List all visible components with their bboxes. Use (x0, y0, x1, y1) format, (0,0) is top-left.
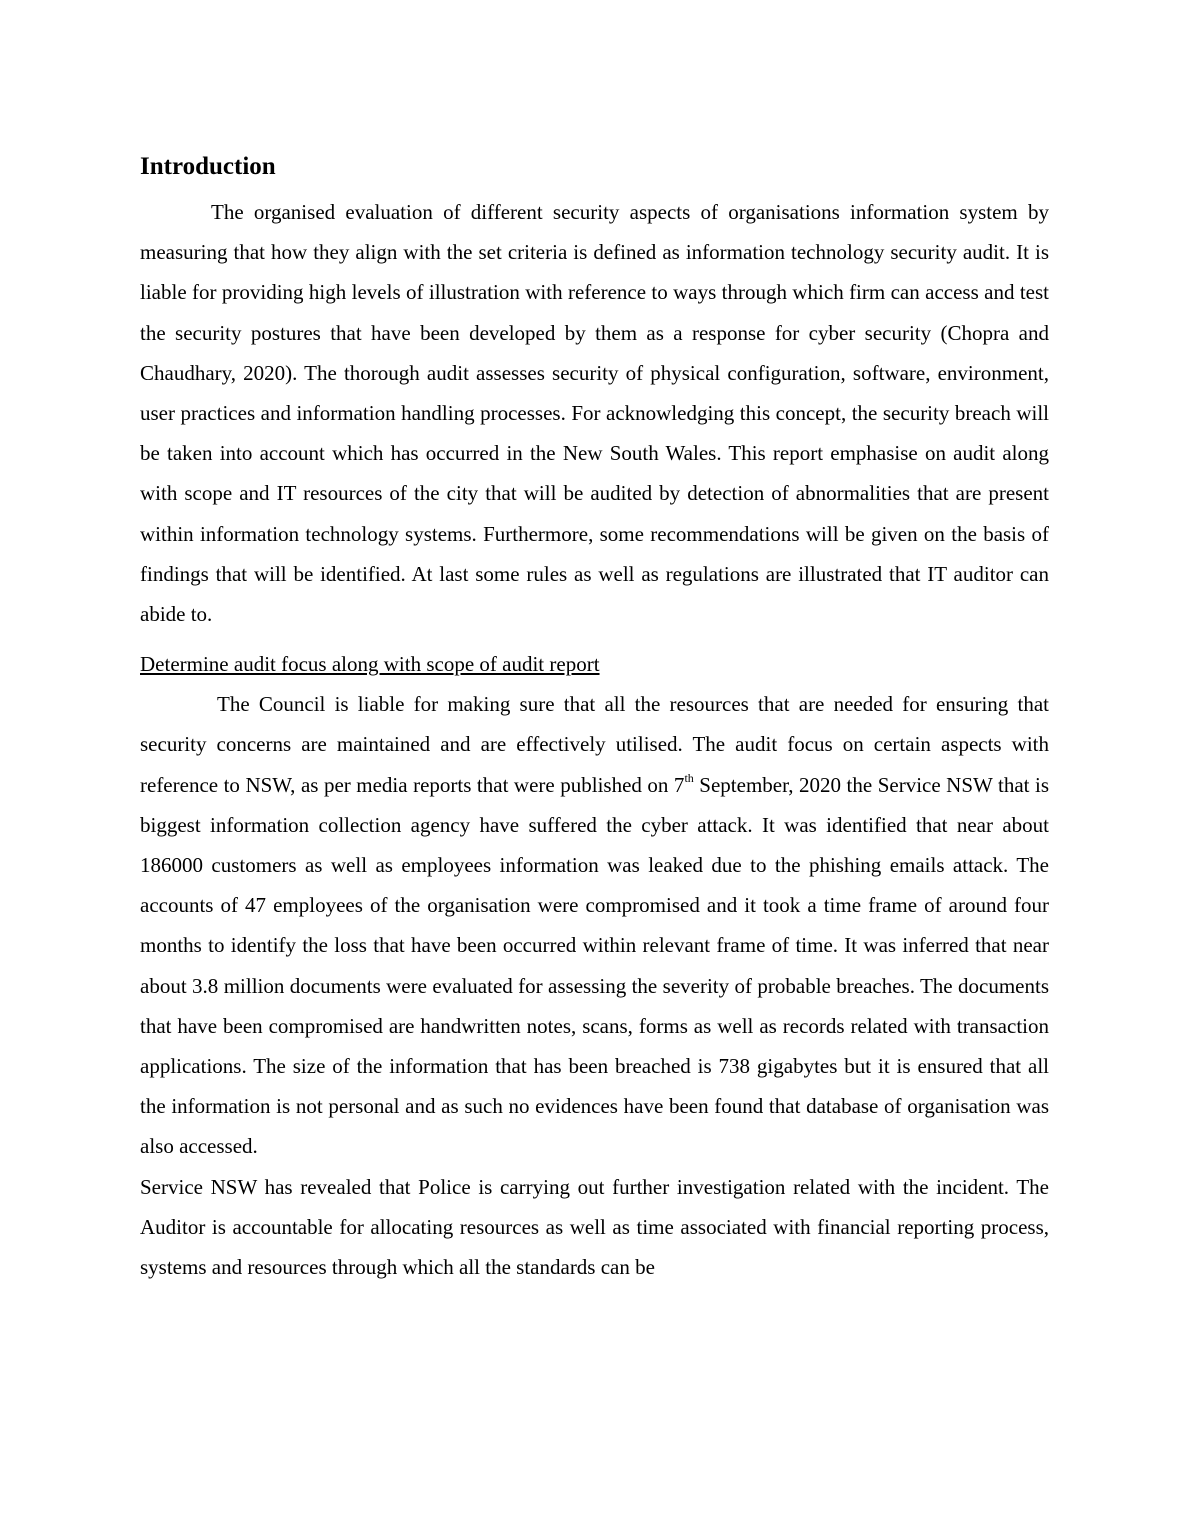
introduction-heading: Introduction (140, 153, 276, 180)
audit-focus-paragraph-text-end: September, 2020 the Service NSW that is biggest information collection agency have suffered the cyber attack. It was identified that near about 186000 customers as well as employees information was leaked due to the phishing emails attack. The accounts of 47 employees of the organisation were compromised and it took a time frame of around four months to identify the loss that have been occurred within relevant frame of time. It was inferred that near about 3.8 million documents were evaluated for assessing the severity of probable breaches. The documents that have been compromised are handwritten notes, scans, forms as well as records related with transaction applications. The size of the information that has been breached is 738 gigabytes but it is ensured that all the information is not personal and as such no evidences have been found that database of organisation was also accessed. (140, 772, 1049, 1159)
audit-focus-section-heading: Determine audit focus along with scope of audit report (140, 652, 600, 677)
introduction-paragraph: The organised evaluation of different security aspects of organisations information system by measuring that how they align with the set criteria is defined as information technology security audit. It is liable for providing high levels of illustration with reference to ways through which firm can access and test the security postures that have been developed by them as a response for cyber security (Chopra and Chaudhary, 2020). The thorough audit assesses security of physical configuration, software, environment, user practices and information handling processes. For acknowledging this concept, the security breach will be taken into account which has occurred in the New South Wales. This report emphasise on audit along with scope and IT resources of the city that will be audited by detection of abnormalities that are present within information technology systems. Furthermore, some recommendations will be given on the basis of findings that will be identified. At last some rules as well as regulations are illustrated that IT auditor can abide to. (140, 200, 1049, 627)
ordinal-superscript: th (684, 770, 694, 785)
audit-focus-paragraph (140, 684, 1049, 1166)
service-nsw-paragraph: Service NSW has revealed that Police is carrying out further investigation related with the incident. The Auditor is accountable for allocating resources as well as time associated with financial reporting process, systems and resources through which all the standards can be (140, 1174, 1049, 1280)
document-body (140, 148, 1049, 1287)
audit-focus-paragraph-text-start: The Council is liable for making sure that all the resources that are needed for ensuring that security concerns are maintained and are effectively utilised. The audit focus on certain aspects with reference to NSW, as per media reports that were published on 7 (140, 692, 1049, 797)
